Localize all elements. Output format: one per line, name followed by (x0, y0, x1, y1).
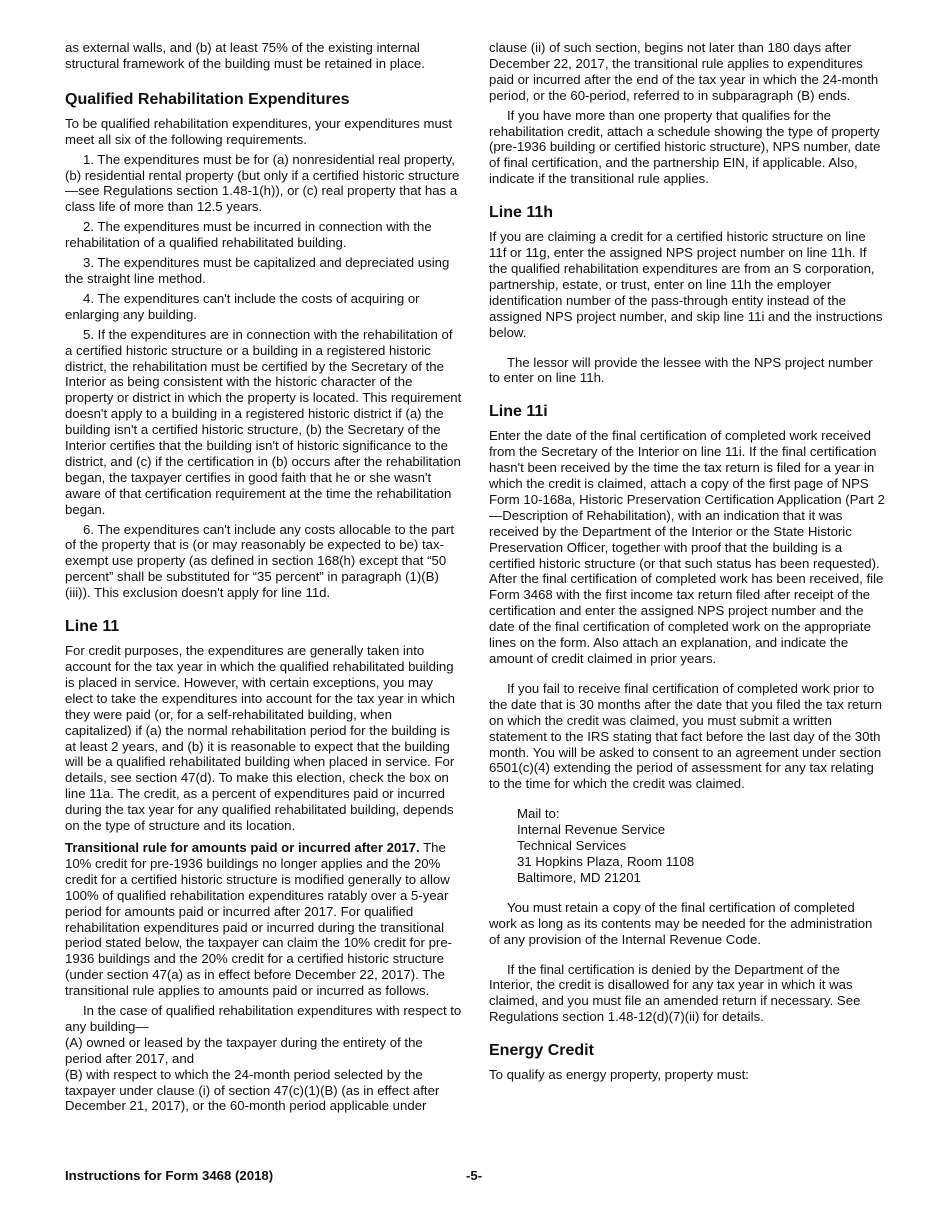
footer-form-title: Instructions for Form 3468 (2018) (65, 1168, 274, 1183)
mailing-address (517, 806, 886, 886)
mail-line: Mail to: (517, 806, 560, 822)
qre-intro: To be qualified rehabilitation expenditures, your expenditures must meet all six of the following requirements. (65, 115, 453, 147)
requirement-4: 4. The expenditures can't include the costs of acquiring or enlarging any building. (65, 290, 420, 322)
mail-line: Technical Services (517, 838, 627, 854)
qre-heading: Qualified Rehabilitation Expenditures (65, 90, 350, 108)
multiple-property-note: If you have more than one property that qualifies for the rehabilitation credit, attach a schedule showing the type of property (pre-1936 building or certified historic structure), NPS number, date of final certification, and the partnership EIN, if applicable. Also, indicate if the transitional rule applies. (489, 107, 881, 187)
line-11h-body: If you are claiming a credit for a certified historic structure on line 11f or 11g, enter the assigned NPS project number on line 11h. If the qualified rehabilitation expenditures are from an S corporation, partnership, estate, or trust, enter on line 11h the employer identification number of the pass-through entity instead of the assigned NPS project number, and skip line 11i and the instructions below. (489, 229, 883, 340)
requirement-6: 6. The expenditures can't include any costs allocable to the part of the property that is (or may reasonably be expected to be) tax-exempt use property (as defined in section 168(h) except that “50 percent” shall be substituted for “35 percent” in paragraph (1)(B)(iii)). This exclusion doesn't apply for line 11d. (65, 521, 455, 601)
mail-line: Internal Revenue Service (517, 822, 666, 838)
line-11-body: For credit purposes, the expenditures are generally taken into account for the tax year in which the qualified rehabilitated building is placed in service. However, with certain exceptions, you may elect to take the expenditures into account for the tax year in which they were paid (or, for a self-rehabilitated building, when capitalized) if (a) the normal rehabilitation period for the building is at least 2 years, and (b) it is reasonable to expect that the building will be a qualified rehabilitated building when placed in service. For details, see section 47(d). To make this election, check the box on line 11a. The credit, as a percent of expenditures paid or incurred during the tax year for any qualified rehabilitated building, depends on the type of structure and its location. (65, 643, 455, 834)
requirement-2: 2. The expenditures must be incurred in connection with the rehabilitation of a qualified rehabilitated building. (65, 219, 432, 251)
right-column (489, 40, 886, 1083)
intro-continuation: as external walls, and (b) at least 75% of the existing internal structural framework of the building must be retained in place. (65, 40, 425, 71)
requirement-1: 1. The expenditures must be for (a) nonresidential real property, (b) residential rental property (but only if a certified historic structure—see Regulations section 1.48-1(h)), or (c) real property that has a class life of more than 12.5 years. (65, 151, 460, 215)
line-11i-body: Enter the date of the final certification of completed work received from the Secretary of the Interior on line 11i. If the final certification hasn't been received by the time the tax return is filed for a year in which the credit is claimed, attach a copy of the first page of NPS Form 10-168a, Historic Preservation Certification Application (Part 2—Description of Rehabilitation), with an indication that it was received by the Department of the Interior or the State Historic Preservation Officer, together with proof that the building is a certified historic structure (or that such status has been requested). After the final certification of completed work has been received, file Form 3468 with the first income tax return filed after receipt of the certification and enter the assigned NPS project number and the date of the final certification of completed work on the appropriate lines on the form. Also attach an explanation, and indicate the amount of credit claimed in prior years. (489, 428, 885, 666)
line-11h-heading: Line 11h (489, 204, 554, 222)
energy-credit-intro: To qualify as energy property, property must: (489, 1067, 749, 1083)
transitional-rule-heading: Transitional rule for amounts paid or incurred after 2017. (65, 839, 420, 855)
certification-denied-note: If the final certification is denied by the Department of the Interior, the credit is disallowed for any tax year in which it was claimed, and you must file an amended return if necessary. See Regulations section 1.48-12(d)(7)(ii) for details. (489, 961, 861, 1025)
mail-line: Baltimore, MD 21201 (517, 869, 641, 885)
lessor-note: The lessor will provide the lessee with the NPS project number to enter on line 11h. (489, 354, 873, 386)
retain-copy-note: You must retain a copy of the final certification of completed work as long as its contents may be needed for the administration of any provision of the Internal Revenue Code. (489, 899, 873, 947)
energy-credit-heading: Energy Credit (489, 1042, 594, 1060)
mail-line: 31 Hopkins Plaza, Room 1108 (517, 853, 695, 869)
left-column (65, 40, 462, 1114)
case-a: (A) owned or leased by the taxpayer during the entirety of the period after 2017, and (65, 1034, 423, 1066)
transitional-rule-body: The 10% credit for pre-1936 buildings no longer applies and the 20% credit for a certified historic structure is modified generally to allow 100% of qualified rehabilitation expenditures ratably over a 5-year period for amounts paid or incurred after 2017. For qualified rehabilitation expenditures paid or incurred during the transitional period stated below, the taxpayer can claim the 10% credit for pre-1936 buildings and the 20% credit for a certified historic structure (under section 47(a) as in effect before December 22, 2017). The transitional rule applies to amounts paid or incurred as follows. (65, 839, 453, 999)
case-b: (B) with respect to which the 24-month period selected by the taxpayer under clause (i) of section 47(c)(1)(B) (as in effect after December 21, 2017), or the 60-month period applicable under (65, 1066, 440, 1114)
line-11-heading: Line 11 (65, 618, 120, 636)
case-intro: In the case of qualified rehabilitation expenditures with respect to any building— (65, 1003, 462, 1034)
case-b-continuation: clause (ii) of such section, begins not later than 180 days after December 22, 2017, the transitional rule applies to expenditures paid or incurred after the end of the tax year in which the 24-month period, or the 60-period, referred to in subparagraph (B) ends. (489, 40, 879, 103)
failure-to-receive-note: If you fail to receive final certification of completed work prior to the date that is 30 months after the date that you filed the tax return on which the credit was claimed, you must submit a written statement to the IRS stating that fact before the last day of the 30th month. You will be asked to consent to an agreement under section 6501(c)(4) extending the period of assessment for any tax relating to the time for which the credit was claimed. (489, 680, 882, 792)
page-number: -5- (466, 1168, 483, 1183)
line-11i-heading: Line 11i (489, 403, 548, 421)
requirement-3: 3. The expenditures must be capitalized and depreciated using the straight line method. (65, 255, 450, 286)
transitional-rule (65, 840, 462, 999)
requirement-5: 5. If the expenditures are in connection with the rehabilitation of a certified historic structure or a building in a registered historic district, the rehabilitation must be certified by the Secretary of the Interior as being consistent with the historic character of the property or district in which the property is located. This requirement doesn't apply to a building in a registered historic district if (a) the building isn't a certified historic structure, (b) the Secretary of the Interior certifies that the building isn't of historic significance to the district, and (c) if the certification in (b) occurs after the rehabilitation began, the taxpayer certifies in good faith that he or she wasn't aware of that certification requirement at the time the rehabilitation began. (65, 326, 462, 517)
